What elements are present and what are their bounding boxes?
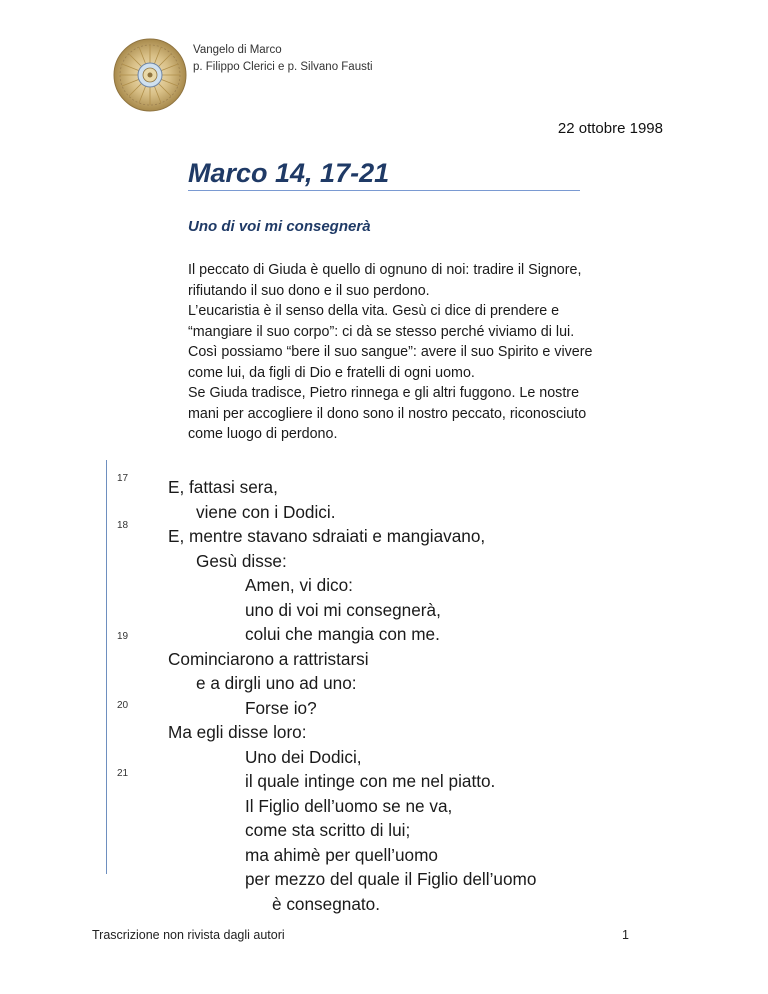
verse-line: Gesù disse: xyxy=(196,550,287,571)
verse-line: Ma egli disse loro: xyxy=(168,722,307,742)
intro-line: L’eucaristia è il senso della vita. Gesù ci dice di prendere e xyxy=(188,303,560,319)
intro-line: rifiutando il suo dono e il suo perdono. xyxy=(188,282,430,299)
verse-line: Il Figlio dell’uomo se ne va, xyxy=(245,795,453,816)
title-divider xyxy=(188,190,580,191)
verse-line: è consegnato. xyxy=(272,893,380,914)
document-header xyxy=(193,42,373,76)
footer-note: Trascrizione non rivista dagli autori xyxy=(92,928,285,942)
page-title: Marco 14, 17-21 xyxy=(188,158,390,188)
intro-line: “mangiare il suo corpo”: ci dà se stesso perché viviamo di lui. xyxy=(188,323,575,340)
header-authors: p. Filippo Clerici e p. Silvano Fausti xyxy=(193,61,373,73)
intro-paragraph xyxy=(188,260,638,445)
verse-line: uno di voi mi consegnerà, xyxy=(245,599,441,620)
verse-line: il quale intinge con me nel piatto. xyxy=(245,771,496,791)
verse-line: Amen, vi dico: xyxy=(245,575,353,595)
intro-line: Se Giuda tradisce, Pietro rinnega e gli altri fuggono. Le nostre xyxy=(188,385,580,401)
verse-line: ma ahimè per quell’uomo xyxy=(245,844,438,865)
verse-number-21: 21 xyxy=(117,768,129,779)
page-number: 1 xyxy=(622,928,629,942)
verse-line: e a dirgli uno ad uno: xyxy=(196,673,357,693)
verse-line: Cominciarono a rattristarsi xyxy=(168,648,369,669)
jesuit-ihs-seal-icon xyxy=(113,38,187,112)
verse-line: viene con i Dodici. xyxy=(196,501,336,522)
header-series-title: Vangelo di Marco xyxy=(193,44,282,56)
verse-number-19: 19 xyxy=(117,631,129,642)
verse-line: per mezzo del quale il Figlio dell’uomo xyxy=(245,869,537,889)
intro-line: Così possiamo “bere il suo sangue”: avere il suo Spirito e vivere xyxy=(188,344,593,360)
intro-line: mani per accogliere il dono sono il nostro peccato, riconosciuto xyxy=(188,405,587,422)
verse-line: come sta scritto di lui; xyxy=(245,820,411,840)
verse-line: colui che mangia con me. xyxy=(245,624,440,644)
gospel-text xyxy=(168,475,536,916)
verse-number-18: 18 xyxy=(117,520,129,531)
intro-line: Il peccato di Giuda è quello di ognuno di noi: tradire il Signore, xyxy=(188,262,582,278)
verse-line: Forse io? xyxy=(245,697,317,718)
verse-line: E, mentre stavano sdraiati e mangiavano, xyxy=(168,526,486,546)
intro-line: come luogo di perdono. xyxy=(188,426,338,442)
verse-line: Uno dei Dodici, xyxy=(245,746,362,767)
verse-line: E, fattasi sera, xyxy=(168,477,278,497)
page-subtitle: Uno di voi mi consegnerà xyxy=(188,218,371,235)
verse-number-20: 20 xyxy=(117,700,129,711)
verse-margin-bar xyxy=(106,460,107,874)
intro-line: come lui, da figli di Dio e fratelli di ogni uomo. xyxy=(188,364,475,381)
verse-number-17: 17 xyxy=(117,473,129,484)
document-date: 22 ottobre 1998 xyxy=(557,120,663,137)
